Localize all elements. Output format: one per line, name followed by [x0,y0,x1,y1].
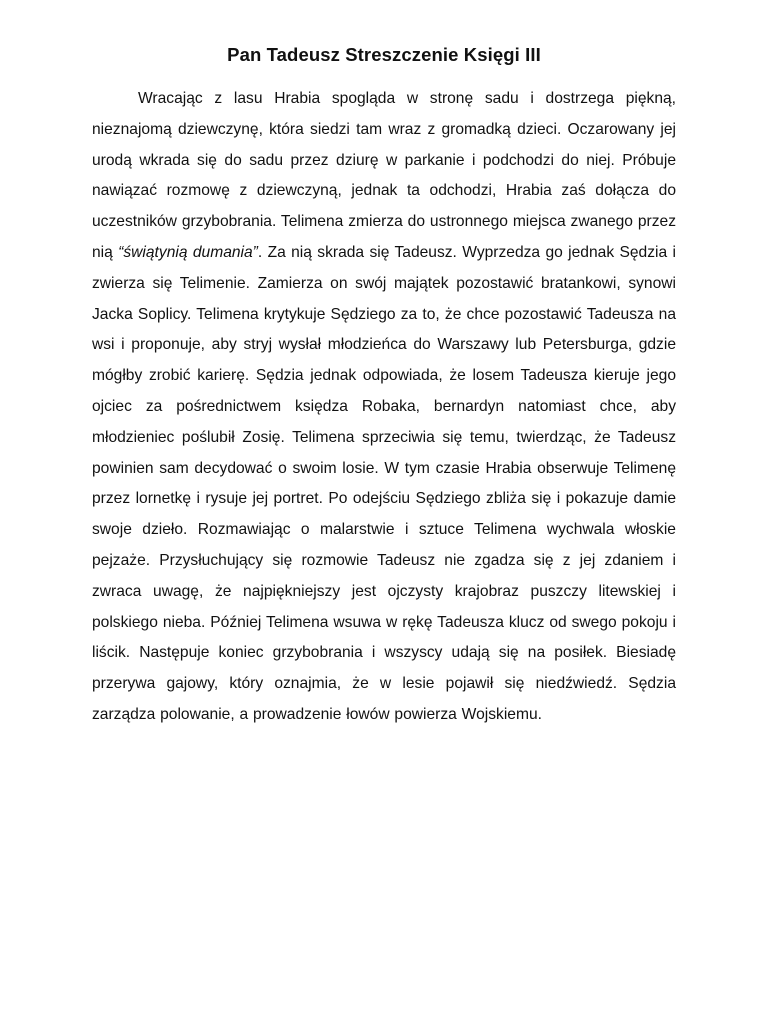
summary-paragraph [92,84,676,731]
paragraph-text-after-quote: . Za nią skrada się Tadeusz. Wyprzedza go jednak Sędzia i zwierza się Telimenie. Zamierza on swój majątek pozostawić bratankowi, synowi Jacka Soplicy. Telimena krytykuje Sędziego za to, że chce pozostawić Tadeusza na wsi i proponuje, aby stryj wysłał młodzieńca do Warszawy lub Petersburga, gdzie mógłby zrobić karierę. Sędzia jednak odpowiada, że losem Tadeusza kieruje jego ojciec za pośrednictwem księdza Robaka, bernardyn natomiast chce, aby młodzieniec poślubił Zosię. Telimena sprzeciwia się temu, twierdząc, że Tadeusz powinien sam decydować o swoim losie. W tym czasie Hrabia obserwuje Telimenę przez lornetkę i rysuje jej portret. Po odejściu Sędziego zbliża się i pokazuje damie swoje dzieło. Rozmawiając o malarstwie i sztuce Telimena wychwala włoskie pejzaże. Przysłuchujący się rozmowie Tadeusz nie zgadza się z jej zdaniem i zwraca uwagę, że najpiękniejszy jest ojczysty krajobraz puszczy litewskiej i polskiego nieba. Później Telimena wsuwa w rękę Tadeusza klucz od swego pokoju i liścik. Następuje koniec grzybobrania i wszyscy udają się na posiłek. Biesiadę przerywa gajowy, który oznajmia, że w lesie pojawił się niedźwiedź. Sędzia zarządza polowanie, a prowadzenie łowów powierza Wojskiemu. [92,243,676,723]
paragraph-text-before-quote: Wracając z lasu Hrabia spogląda w stronę sadu i dostrzega piękną, nieznajomą dziewczynę, która siedzi tam wraz z gromadką dzieci. Oczarowany jej urodą wkrada się do sadu przez dziurę w parkanie i podchodzi do niej. Próbuje nawiązać rozmowę z dziewczyną, jednak ta odchodzi, Hrabia zaś dołącza do uczestników grzybobrania. Telimena zmierza do ustronnego miejsca zwanego przez nią [92,90,676,261]
document-title: Pan Tadeusz Streszczenie Księgi III [227,44,541,65]
quoted-phrase: “świątynią dumania” [118,243,258,261]
